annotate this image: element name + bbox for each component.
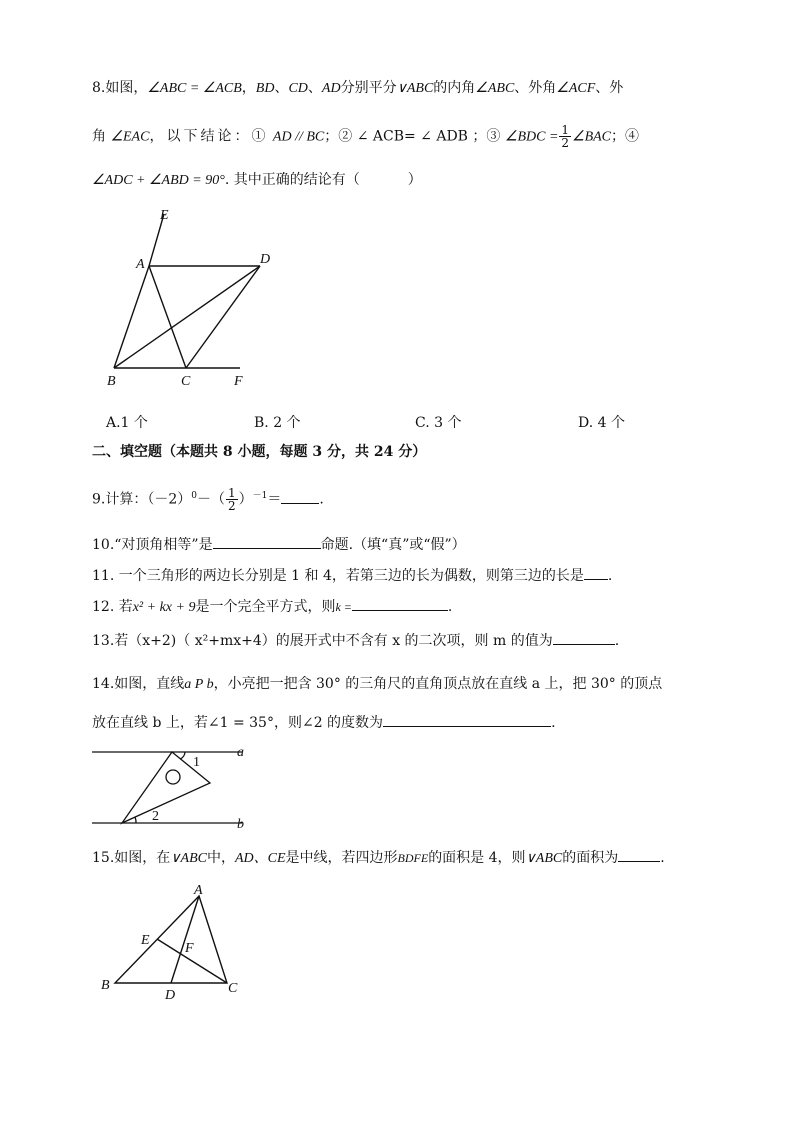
q15-label-A: A xyxy=(194,883,203,898)
q8-l2-start: 角 xyxy=(92,128,106,145)
q9-close: ） xyxy=(238,491,253,508)
q15-figure-lines xyxy=(115,896,227,983)
q9-prefix: 9.计算：（－2） xyxy=(92,491,192,508)
q13-end: . xyxy=(614,633,620,649)
q8-l3-close: ） xyxy=(407,172,422,188)
q8-conclusion2: ；② ∠ ACB= ∠ ADB ；③ xyxy=(324,128,501,145)
q8-line-AC xyxy=(149,266,186,368)
section-2-heading: 二、填空题（本题共 8 小题，每题 3 分，共 24 分） xyxy=(92,444,427,460)
q8-label-D: D xyxy=(260,252,271,267)
q8-angle-equation: ∠ABC = ∠ACB xyxy=(147,81,242,96)
q14-l2b: ，则∠2 的度数为 xyxy=(273,715,384,731)
q12-answer-blank[interactable] xyxy=(352,596,448,611)
q13-text: 13.若（x+2)（ x²+mx+4）的展开式中不含有 x 的二次项，则 m 的值为 xyxy=(92,633,553,649)
q9-minus: －（ xyxy=(197,491,225,508)
q8-figure-lines xyxy=(114,214,260,368)
q8-triangle: ∨ABC xyxy=(396,81,434,96)
q15-label-E: E xyxy=(141,933,150,948)
q8-label-B: B xyxy=(107,374,116,389)
q10 xyxy=(92,534,466,555)
q8-frac-den: 2 xyxy=(561,136,570,150)
q15-d: 的面积是 4，则 xyxy=(428,850,526,866)
q11-answer-blank[interactable] xyxy=(584,565,608,580)
q8-line2 xyxy=(92,124,639,149)
q14-angle2-arc xyxy=(135,817,136,823)
q12 xyxy=(92,596,452,618)
q8-conclusion3a: ∠BDC = xyxy=(504,129,559,145)
q8-l3-eq: ∠ADC + ∠ABD = 90° xyxy=(92,173,225,188)
q15-median-AD xyxy=(171,896,199,983)
q9-supm1: －1 xyxy=(252,491,268,501)
q8-line1 xyxy=(92,78,623,99)
q14-end: . xyxy=(551,715,556,731)
q12-k: k = xyxy=(335,600,352,614)
q13-answer-blank[interactable] xyxy=(553,630,615,645)
q15-answer-blank[interactable] xyxy=(618,847,660,862)
q14-l2a: 放在直线 b 上，若 xyxy=(92,715,208,731)
q8-line-AB xyxy=(114,266,149,368)
q14-angle1: ∠1 = 35° xyxy=(207,715,274,731)
q12-prefix: 12. 若 xyxy=(92,599,133,615)
q9-answer-blank[interactable] xyxy=(281,489,319,504)
q8-label-A: A xyxy=(136,257,145,272)
q8-ang2: ∠ACF xyxy=(556,81,596,96)
q8-cd: CD xyxy=(288,81,308,96)
q14-figure xyxy=(92,745,262,835)
q8-frac-num: 1 xyxy=(561,123,570,137)
q8-line-DC xyxy=(186,266,260,368)
q8-dun3: 、外角 xyxy=(514,80,557,96)
q9-den: 2 xyxy=(228,499,236,514)
q9-end: . xyxy=(319,491,324,508)
q8-option-c[interactable]: C. 3 个 xyxy=(415,415,462,431)
q14-label-2: 2 xyxy=(152,809,159,824)
q11-end: . xyxy=(607,568,613,584)
q14-label-b: b xyxy=(237,817,244,832)
q8-label-F: F xyxy=(234,374,243,389)
q8-conclusion1: AD // BC xyxy=(272,129,325,145)
q15 xyxy=(92,847,665,869)
q8-prefix: 8.如图， xyxy=(92,80,148,96)
q14-label-a: a xyxy=(237,745,244,760)
q8-figure xyxy=(100,200,300,400)
q15-label-D: D xyxy=(165,988,176,1003)
q8-dun1: 、 xyxy=(274,80,289,96)
q8-option-a[interactable]: A.1 个 xyxy=(106,415,148,431)
q15-ad: AD、CE xyxy=(234,851,286,866)
q8-mid: 分别平分 xyxy=(340,80,397,96)
q8-l2-ang: ∠EAC xyxy=(110,129,150,145)
q15-tri2: ∨ABC xyxy=(525,851,563,866)
q10-text2: 命题.（填“真”或“假”） xyxy=(320,537,466,553)
q12-expr: x² + kx + 9 xyxy=(132,600,196,615)
q15-quad: BDFE xyxy=(397,851,429,865)
q14-angle1-arc xyxy=(180,752,185,759)
q15-label-B: B xyxy=(101,978,110,993)
q9 xyxy=(92,486,324,512)
q12-mid: 是一个完全平方式，则 xyxy=(195,599,336,615)
q14-label-1: 1 xyxy=(193,755,200,770)
q8-label-E: E xyxy=(160,208,169,223)
q15-a: 15.如图，在 xyxy=(92,850,171,866)
q11 xyxy=(92,565,612,586)
q14-line1 xyxy=(92,674,662,695)
q14-figure-lines xyxy=(92,752,242,823)
q8-l3-text: . 其中正确的结论有（ xyxy=(224,172,360,188)
q12-end: . xyxy=(447,599,453,615)
q14-line2 xyxy=(92,712,556,733)
q14-answer-blank[interactable] xyxy=(383,712,551,727)
q8-conclusion4: ；④ xyxy=(611,128,640,145)
q15-c: 是中线，若四边形 xyxy=(285,850,398,866)
q8-line3 xyxy=(92,170,422,191)
q15-figure xyxy=(95,880,255,1005)
q14-l1a: 14.如图，直线 xyxy=(92,676,185,692)
q8-dun2: 、 xyxy=(307,80,322,96)
q11-text: 11. 一个三角形的两边长分别是 1 和 4，若第三边的长为偶数，则第三边的长是 xyxy=(92,568,584,584)
q8-sep: ， xyxy=(241,80,256,96)
q14-set-square-hole xyxy=(166,770,180,784)
q8-fraction xyxy=(559,124,571,149)
q8-l2-comma: ，以下结论：① xyxy=(149,128,269,145)
q8-conclusion3b: ∠BAC xyxy=(572,129,612,145)
q9-eq: ＝ xyxy=(267,491,282,508)
q8-option-d[interactable]: D. 4 个 xyxy=(578,415,625,431)
q15-end: . xyxy=(660,850,665,866)
q10-answer-blank[interactable] xyxy=(213,534,321,549)
q15-b: 中， xyxy=(206,850,235,866)
q15-label-F: F xyxy=(185,941,194,956)
q9-num: 1 xyxy=(228,486,236,501)
q8-line-BD xyxy=(114,266,260,368)
q8-label-C: C xyxy=(181,374,191,389)
q14-l1b: ，小亮把一把含 30° 的三角尺的直角顶点放在直线 a 上，把 30° 的顶点 xyxy=(213,676,663,692)
q8-dun4: 、外 xyxy=(595,80,624,96)
q15-e: 的面积为 xyxy=(562,850,619,866)
q9-fraction xyxy=(226,487,238,512)
q8-ad: AD xyxy=(321,81,341,96)
q8-after: 的内角 xyxy=(433,80,476,96)
q10-text1: 10.“对顶角相等”是 xyxy=(92,537,213,553)
q15-triangle-ABC xyxy=(115,896,227,983)
q13 xyxy=(92,630,619,651)
q8-option-b[interactable]: B. 2 个 xyxy=(254,415,301,431)
q14-lines: a P b xyxy=(184,677,214,692)
q15-label-C: C xyxy=(228,981,238,996)
q8-bd: BD xyxy=(255,81,275,96)
q8-ang1: ∠ABC xyxy=(475,81,515,96)
q9-sup0: 0 xyxy=(191,491,197,501)
q15-tri: ∨ABC xyxy=(170,851,207,866)
